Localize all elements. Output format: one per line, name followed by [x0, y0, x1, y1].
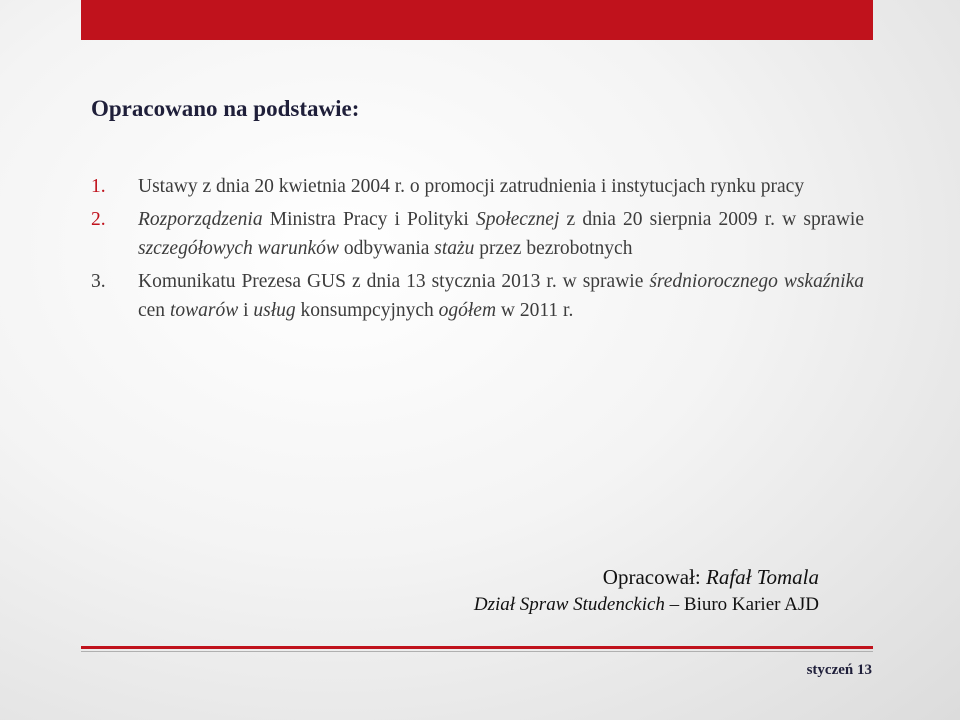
reference-text-italic: Rozporządzenia	[138, 208, 263, 230]
reference-text-segment: odbywania	[338, 238, 435, 259]
reference-text-italic: ogółem	[438, 300, 497, 321]
footer-divider	[81, 651, 873, 652]
reference-text-italic: stażu	[434, 238, 475, 259]
reference-text-segment: Ministra Pracy i Polityki	[262, 208, 476, 230]
footer-date: styczeń 13	[806, 662, 872, 678]
footer-accent-rule	[81, 646, 873, 649]
author-name: Rafał Tomala	[706, 565, 819, 589]
reference-text-segment: przez bezrobotnych	[474, 238, 633, 259]
reference-text-segment: w 2011 r.	[496, 300, 574, 321]
reference-text-segment: i	[238, 300, 254, 321]
reference-text-segment: Ustawy z dnia 20 kwietnia 2004 r. o promocji zatrudnienia i instytucjach rynku pracy	[138, 176, 805, 197]
author-label: Opracował:	[602, 565, 706, 589]
department-separator: –	[664, 594, 684, 615]
reference-number: 2.	[91, 208, 106, 230]
office-name: Biuro Karier AJD	[683, 594, 819, 615]
credits-block	[474, 562, 819, 618]
reference-text-italic: Społecznej	[475, 208, 560, 230]
reference-text-segment: z dnia 20 sierpnia 2009 r. w sprawie	[559, 208, 864, 230]
reference-text	[138, 209, 864, 260]
reference-text-segment: Komunikatu Prezesa GUS z dnia 13 stycznia 2013 r. w sprawie	[138, 270, 650, 292]
reference-item	[91, 205, 864, 264]
top-accent-bar	[81, 0, 873, 40]
reference-list	[91, 172, 864, 329]
reference-text-italic: średniorocznego wskaźnika	[649, 270, 864, 292]
reference-text-segment: cen	[138, 300, 170, 321]
reference-text-segment: konsumpcyjnych	[295, 300, 439, 321]
reference-text-italic: szczegółowych warunków	[138, 238, 339, 259]
department-line	[474, 592, 819, 618]
reference-item	[91, 172, 864, 202]
author-line	[474, 562, 819, 592]
reference-text	[138, 176, 804, 197]
reference-text-italic: towarów	[169, 300, 239, 321]
department-name: Dział Spraw Studenckich	[473, 594, 665, 615]
reference-number: 1.	[91, 176, 106, 197]
slide-heading: Opracowano na podstawie:	[91, 96, 360, 121]
reference-item	[91, 267, 864, 326]
reference-text	[138, 271, 864, 322]
reference-number: 3.	[91, 270, 106, 292]
reference-text-italic: usług	[253, 300, 296, 321]
